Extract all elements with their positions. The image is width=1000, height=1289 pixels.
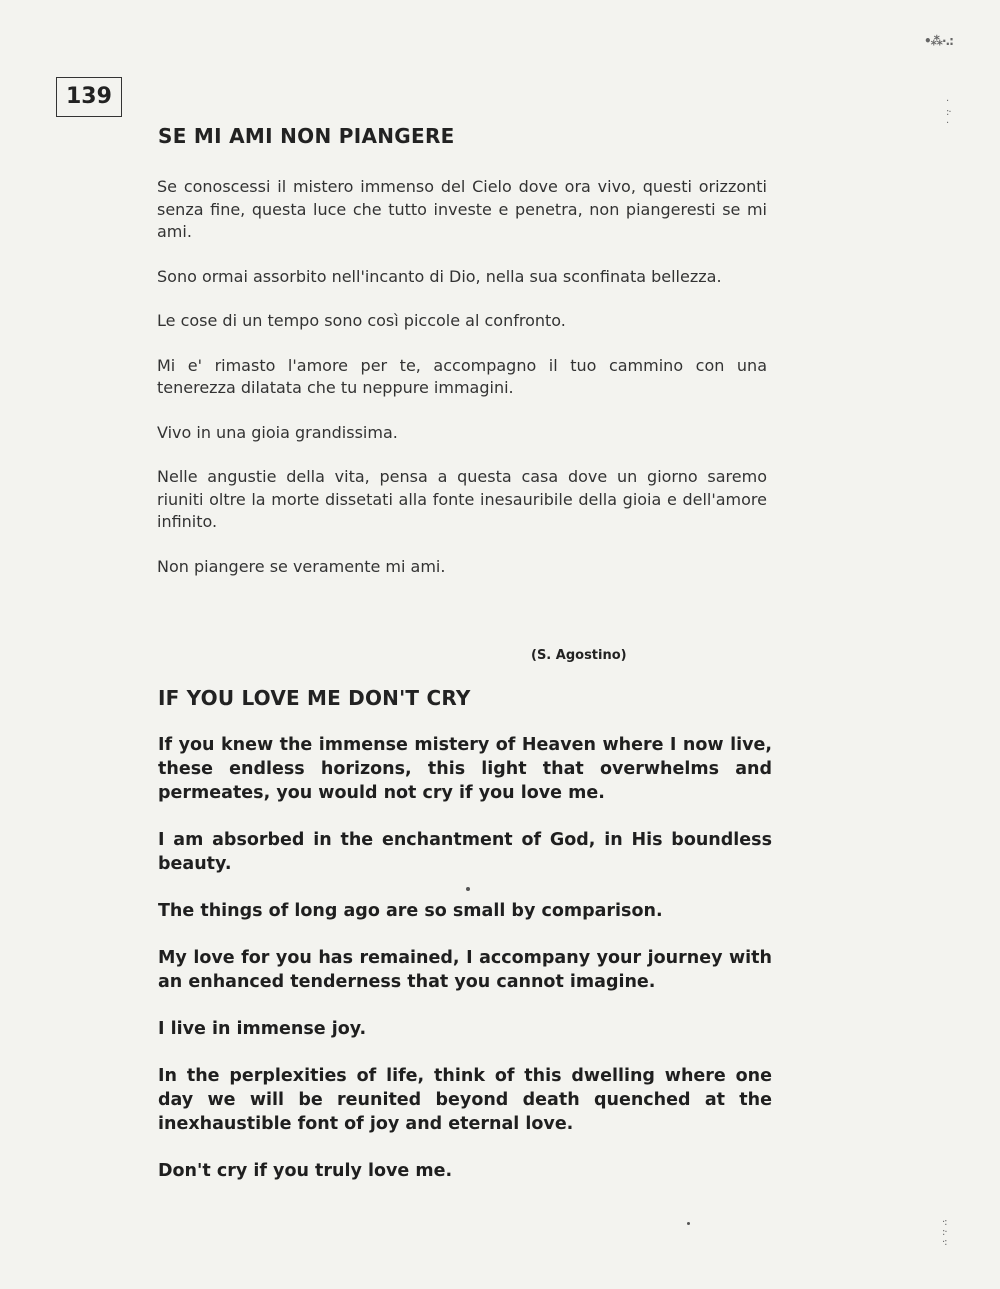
italian-paragraph: Mi e' rimasto l'amore per te, accompagno il tuo cammino con una tenerezza dilatata che tu neppure immagini. (157, 355, 767, 397)
english-paragraph: In the perplexities of life, think of this dwelling where one day we will be reunited beyond death quenched at the inexhaustible font of joy and eternal love. (158, 1066, 772, 1134)
italian-paragraph: Le cose di un tempo sono così piccole al confronto. (157, 311, 566, 330)
english-paragraph: Don't cry if you truly love me. (158, 1161, 453, 1181)
italian-paragraph: Vivo in una gioia grandissima. (157, 422, 398, 442)
english-poem (158, 733, 772, 1206)
english-paragraph: My love for you has remained, I accompany your journey with an enhanced tenderness that you cannot imagine. (158, 948, 772, 992)
scan-speck-cluster: ·: :· ·: (942, 1217, 947, 1248)
page-number: 139 (56, 77, 122, 117)
italian-title: SE MI AMI NON PIANGERE (158, 124, 455, 148)
english-paragraph: If you knew the immense mistery of Heaven where I now live, these endless horizons, this light that overwhelms and permeates, you would not cry if you love me. (158, 735, 772, 803)
english-paragraph: I am absorbed in the enchantment of God, in His boundless beauty. (158, 830, 772, 874)
scan-speck-cluster: · :· · (946, 96, 951, 129)
italian-paragraph: Nelle angustie della vita, pensa a questa casa dove un giorno saremo riuniti oltre la morte dissetati alla fonte inesauribile della gioia e dell'amore infinito. (157, 467, 767, 531)
italian-paragraph: Se conoscessi il mistero immenso del Cielo dove ora vivo, questi orizzonti senza fine, questa luce che tutto investe e penetra, non piangeresti se mi ami. (157, 177, 767, 241)
italian-paragraph: Sono ormai assorbito nell'incanto di Dio, nella sua sconfinata bellezza. (157, 266, 722, 286)
italian-paragraph: Non piangere se veramente mi ami. (157, 556, 446, 576)
english-title: IF YOU LOVE ME DON'T CRY (158, 686, 471, 710)
attribution: (S. Agostino) (531, 648, 627, 663)
english-paragraph: I live in immense joy. (158, 1019, 367, 1039)
scan-speck (466, 887, 470, 891)
italian-poem (157, 176, 767, 600)
scan-speck (687, 1222, 690, 1225)
english-paragraph: The things of long ago are so small by comparison. (158, 901, 663, 921)
scan-speck-cluster: •⁂·.: (924, 34, 953, 48)
